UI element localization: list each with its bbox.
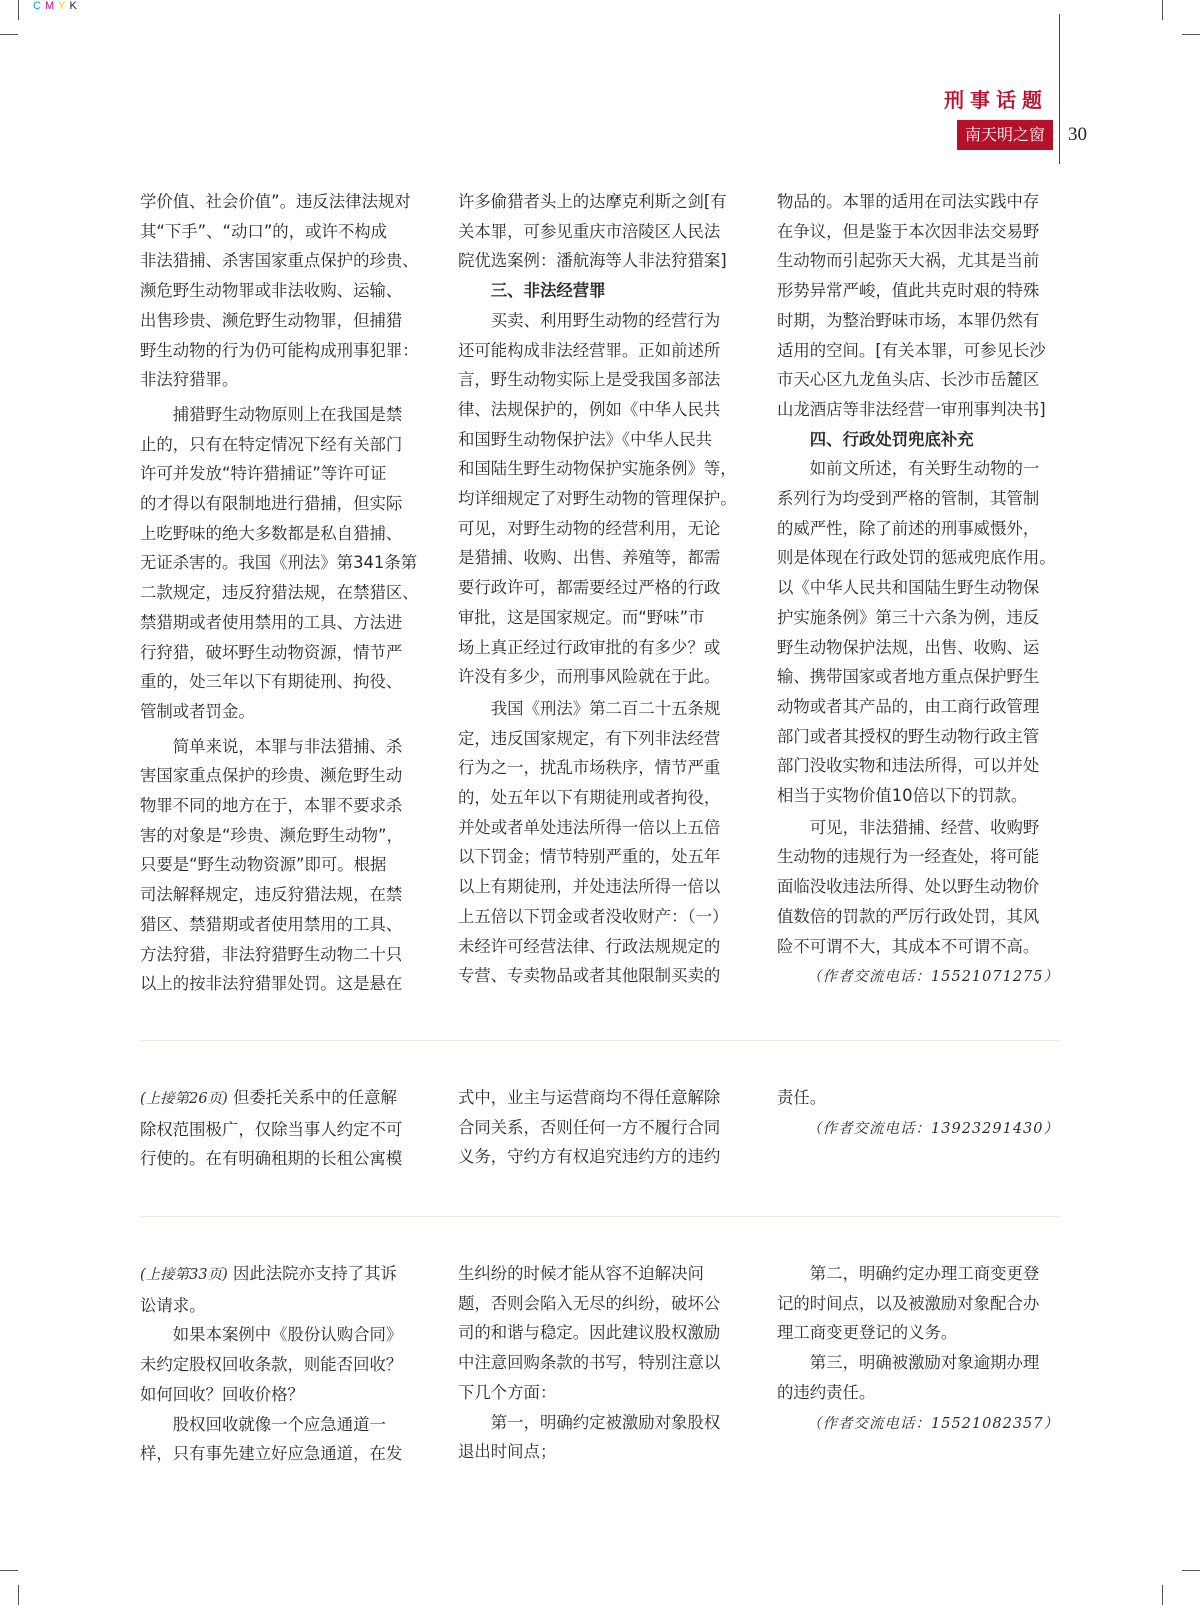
paragraph: 式中，业主与运营商均不得任意解除 合同关系，否则任何一方不履行合同 义务，守约方有权追究违约方的违约	[458, 1088, 721, 1167]
article2-column-1	[140, 1083, 422, 1174]
paragraph-text: 因此法院亦支持了其诉 讼请求。	[140, 1264, 397, 1315]
article2-column-3	[777, 1083, 1059, 1144]
article2-column-2	[458, 1083, 740, 1172]
article1-column-2	[458, 187, 740, 991]
crop-mark	[0, 1570, 18, 1571]
cmyk-m: M	[44, 0, 59, 12]
article-divider	[140, 1216, 1060, 1217]
author-contact: （作者交流电话：15521071275）	[807, 969, 1059, 986]
paragraph: 捕猎野生动物原则上在我国是禁 止的，只有在特定情况下经有关部门 许可并发放“特许猎捕证”等许可证 的才得以有限制地进行猎捕，但实际 上吃野味的绝大多数都是私自猎捕、 无证杀害的。我国《刑法》第341条第 二款规定，违反狩猎法规，在禁猎区、 禁猎期或者使用禁用的工具、方法进 行狩猎，破坏野生动物资源，情节严 重的，处三年以下有期徒刑、拘役、 管制或者罚金。	[140, 404, 419, 721]
paragraph: 可见，非法猎捕、经营、收购野 生动物的违规行为一经查处，将可能 面临没收违法所得、处以野生动物价 值数倍的罚款的严厉行政处罚，其风 险不可谓不大，其成本不可谓不高。	[777, 817, 1040, 956]
author-contact: （作者交流电话：13923291430）	[807, 1120, 1059, 1137]
paragraph: 学价值、社会价值”。违反法律法规对 其“下手”、“动口”的，或许不构成 非法猎捕、杀害国家重点保护的珍贵、 濒危野生动物罪或非法收购、运输、 出售珍贵、濒危野生动物罪，但捕猎 野生动物的行为仍可能构成刑事犯罪： 非法狩猎罪。	[140, 192, 419, 390]
crop-mark	[0, 34, 18, 35]
paragraph	[140, 1259, 422, 1320]
section-title: 刑事话题	[944, 88, 1048, 112]
column-name-badge: 南天明之窗	[957, 120, 1053, 150]
author-contact: （作者交流电话：15521082357）	[807, 1415, 1059, 1432]
crop-mark	[18, 0, 19, 20]
paragraph: 责任。	[777, 1088, 827, 1107]
crop-mark	[1162, 0, 1163, 20]
paragraph: 股权回收就像一个应急通道一 样，只有事先建立好应急通道，在发	[140, 1414, 403, 1464]
article1-column-3	[777, 187, 1059, 993]
paragraph: 如果本案例中《股份认购合同》 未约定股权回收条款，则能否回收？ 如何回收？回收价格？	[140, 1325, 403, 1404]
section-heading: 三、非法经营罪	[490, 281, 606, 301]
section-heading: 四、行政处罚兜底补充	[809, 429, 974, 449]
paragraph: 如前文所述，有关野生动物的一 系列行为均受到严格的管制，其管制 的威严性，除了前述的刑事威慑外， 则是体现在行政处罚的惩戒兜底作用。 以《中华人民共和国陆生野生动物保 护实施条例》第三十六条为例，违反 野生动物保护法规，出售、收购、运 输、携带国家或者地方重点保护野生 动物或者其产品的，由工商行政管理 部门或者其授权的野生动物行政主管 部门没收实物和违法所得，可以并处 相当于实物价值10倍以下的罚款。	[777, 459, 1056, 806]
paragraph: 买卖、利用野生动物的经营行为 还可能构成非法经营罪。正如前述所 言，野生动物实际上是受我国多部法 律、法规保护的，例如《中华人民共 和国野生动物保护法》《中华人民共 和国陆生野生动物保护实施条例》等， 均详细规定了对野生动物的管理保护。 可见，对野生动物的经营利用，无论 是猎捕、收购、出售、养殖等，都需 要行政许可，都需要经过严格的行政 审批，这是国家规定。而“野味”市 场上真正经过行政审批的有多少？或 许没有多少，而刑事风险就在于此。	[458, 310, 737, 687]
page-number: 30	[1068, 124, 1087, 145]
crop-mark	[1162, 1585, 1163, 1605]
cmyk-y: Y	[58, 0, 70, 12]
continued-from-label: (上接第33页)	[140, 1267, 228, 1283]
crop-mark	[1182, 34, 1200, 35]
paragraph-text: 但委托关系中的任意解 除权范围极广，仅除当事人约定不可 行使的。在有明确租期的长租公寓模	[140, 1088, 403, 1169]
paragraph: 第一，明确约定被激励对象股权 退出时间点；	[458, 1412, 721, 1462]
header-vertical-rule	[1059, 14, 1060, 164]
paragraph: 许多偷猎者头上的达摩克利斯之剑[有 关本罪，可参见重庆市涪陵区人民法 院优选案例：潘航海等人非法狩猎案]	[458, 192, 727, 271]
article-divider	[140, 1040, 1060, 1041]
paragraph: 第二，明确约定办理工商变更登 记的时间点，以及被激励对象配合办 理工商变更登记的义务。	[777, 1264, 1040, 1343]
continued-from-label: (上接第26页)	[140, 1091, 228, 1107]
paragraph: 生纠纷的时候才能从容不迫解决问 题，否则会陷入无尽的纠纷，破坏公 司的和谐与稳定。因此建议股权激励 中注意回购条款的书写，特别注意以 下几个方面：	[458, 1264, 721, 1402]
cmyk-c: C	[33, 0, 45, 12]
crop-mark	[18, 1585, 19, 1605]
paragraph	[140, 1083, 422, 1174]
article1-column-1	[140, 187, 422, 999]
cmyk-color-bar	[33, 0, 81, 12]
paragraph: 我国《刑法》第二百二十五条规 定，违反国家规定，有下列非法经营 行为之一，扰乱市场秩序，情节严重 的，处五年以下有期徒刑或者拘役， 并处或者单处违法所得一倍以上五倍 以下罚金；情节特别严重的，处五年 以上有期徒刑，并处违法所得一倍以 上五倍以下罚金或者没收财产：（一） 未经许可经营法律、行政法规规定的 专营、专卖物品或者其他限制买卖的	[458, 698, 729, 986]
article3-column-1	[140, 1259, 422, 1469]
cmyk-k: K	[69, 0, 81, 12]
article3-column-2	[458, 1259, 740, 1467]
crop-mark	[1182, 1570, 1200, 1571]
article3-column-3	[777, 1259, 1059, 1439]
paragraph: 简单来说，本罪与非法猎捕、杀 害国家重点保护的珍贵、濒危野生动 物罪不同的地方在于，本罪不要求杀 害的对象是“珍贵、濒危野生动物”， 只要是“野生动物资源”即可。根据 司法解释规定，违反狩猎法规，在禁 猎区、禁猎期或者使用禁用的工具、 方法狩猎，非法狩猎野生动物二十只 以上的按非法狩猎罪处罚。这是悬在	[140, 736, 403, 994]
paragraph: 第三，明确被激励对象逾期办理 的违约责任。	[777, 1353, 1040, 1402]
paragraph: 物品的。本罪的适用在司法实践中存 在争议，但是鉴于本次因非法交易野 生动物而引起弥天大祸，尤其是当前 形势异常严峻，值此共克时艰的特殊 时期，为整治野味市场，本罪仍然有 适用的空间。[有关本罪，可参见长沙 市天心区九龙鱼头店、长沙市岳麓区 山龙酒店等非法经营一审刑事判决书]	[777, 192, 1046, 419]
